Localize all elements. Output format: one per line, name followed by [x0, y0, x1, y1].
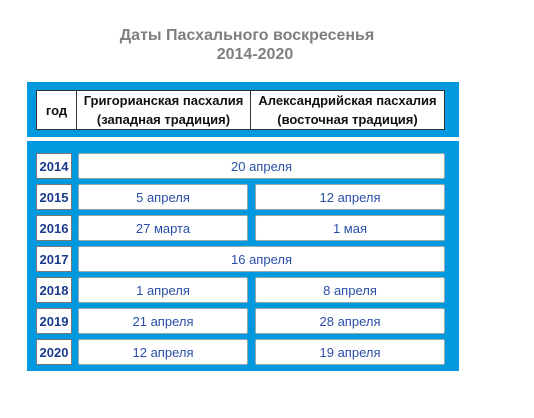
table-row [33, 308, 445, 334]
year-cell: 2018 [36, 277, 72, 303]
date-cell-gregorian: 12 апреля [78, 339, 248, 365]
date-cell-alexandrian: 12 апреля [255, 184, 445, 210]
table-row [33, 153, 445, 179]
year-cell: 2015 [36, 184, 72, 210]
header-gregorian-title: Григорианская пасхалия [83, 93, 244, 108]
date-cell-same: 20 апреля [78, 153, 445, 179]
table-row [33, 215, 445, 241]
table-row [33, 339, 445, 365]
year-cell: 2020 [36, 339, 72, 365]
year-cell: 2019 [36, 308, 72, 334]
page-subtitle-years: 2014-2020 [216, 46, 294, 63]
table-row [33, 246, 445, 272]
date-cell-alexandrian: 19 апреля [255, 339, 445, 365]
year-cell: 2016 [36, 215, 72, 241]
header-alexandrian-subtitle: (восточная традиция) [277, 112, 418, 127]
header-alexandrian-title: Александрийская пасхалия [258, 93, 437, 108]
date-cell-gregorian: 27 марта [78, 215, 248, 241]
header-alexandrian [251, 91, 444, 129]
header-year: год [37, 91, 77, 129]
date-cell-gregorian: 1 апреля [78, 277, 248, 303]
date-cell-gregorian: 21 апреля [78, 308, 248, 334]
page-title: Даты Пасхального воскресенья [119, 27, 375, 44]
table-header [36, 90, 445, 130]
date-cell-alexandrian: 1 мая [255, 215, 445, 241]
year-cell: 2017 [36, 246, 72, 272]
year-cell: 2014 [36, 153, 72, 179]
table-row [33, 277, 445, 303]
date-cell-alexandrian: 8 апреля [255, 277, 445, 303]
header-gregorian [77, 91, 251, 129]
date-cell-alexandrian: 28 апреля [255, 308, 445, 334]
date-cell-gregorian: 5 апреля [78, 184, 248, 210]
table-row [33, 184, 445, 210]
date-cell-same: 16 апреля [78, 246, 445, 272]
header-gregorian-subtitle: (западная традиция) [96, 112, 231, 127]
